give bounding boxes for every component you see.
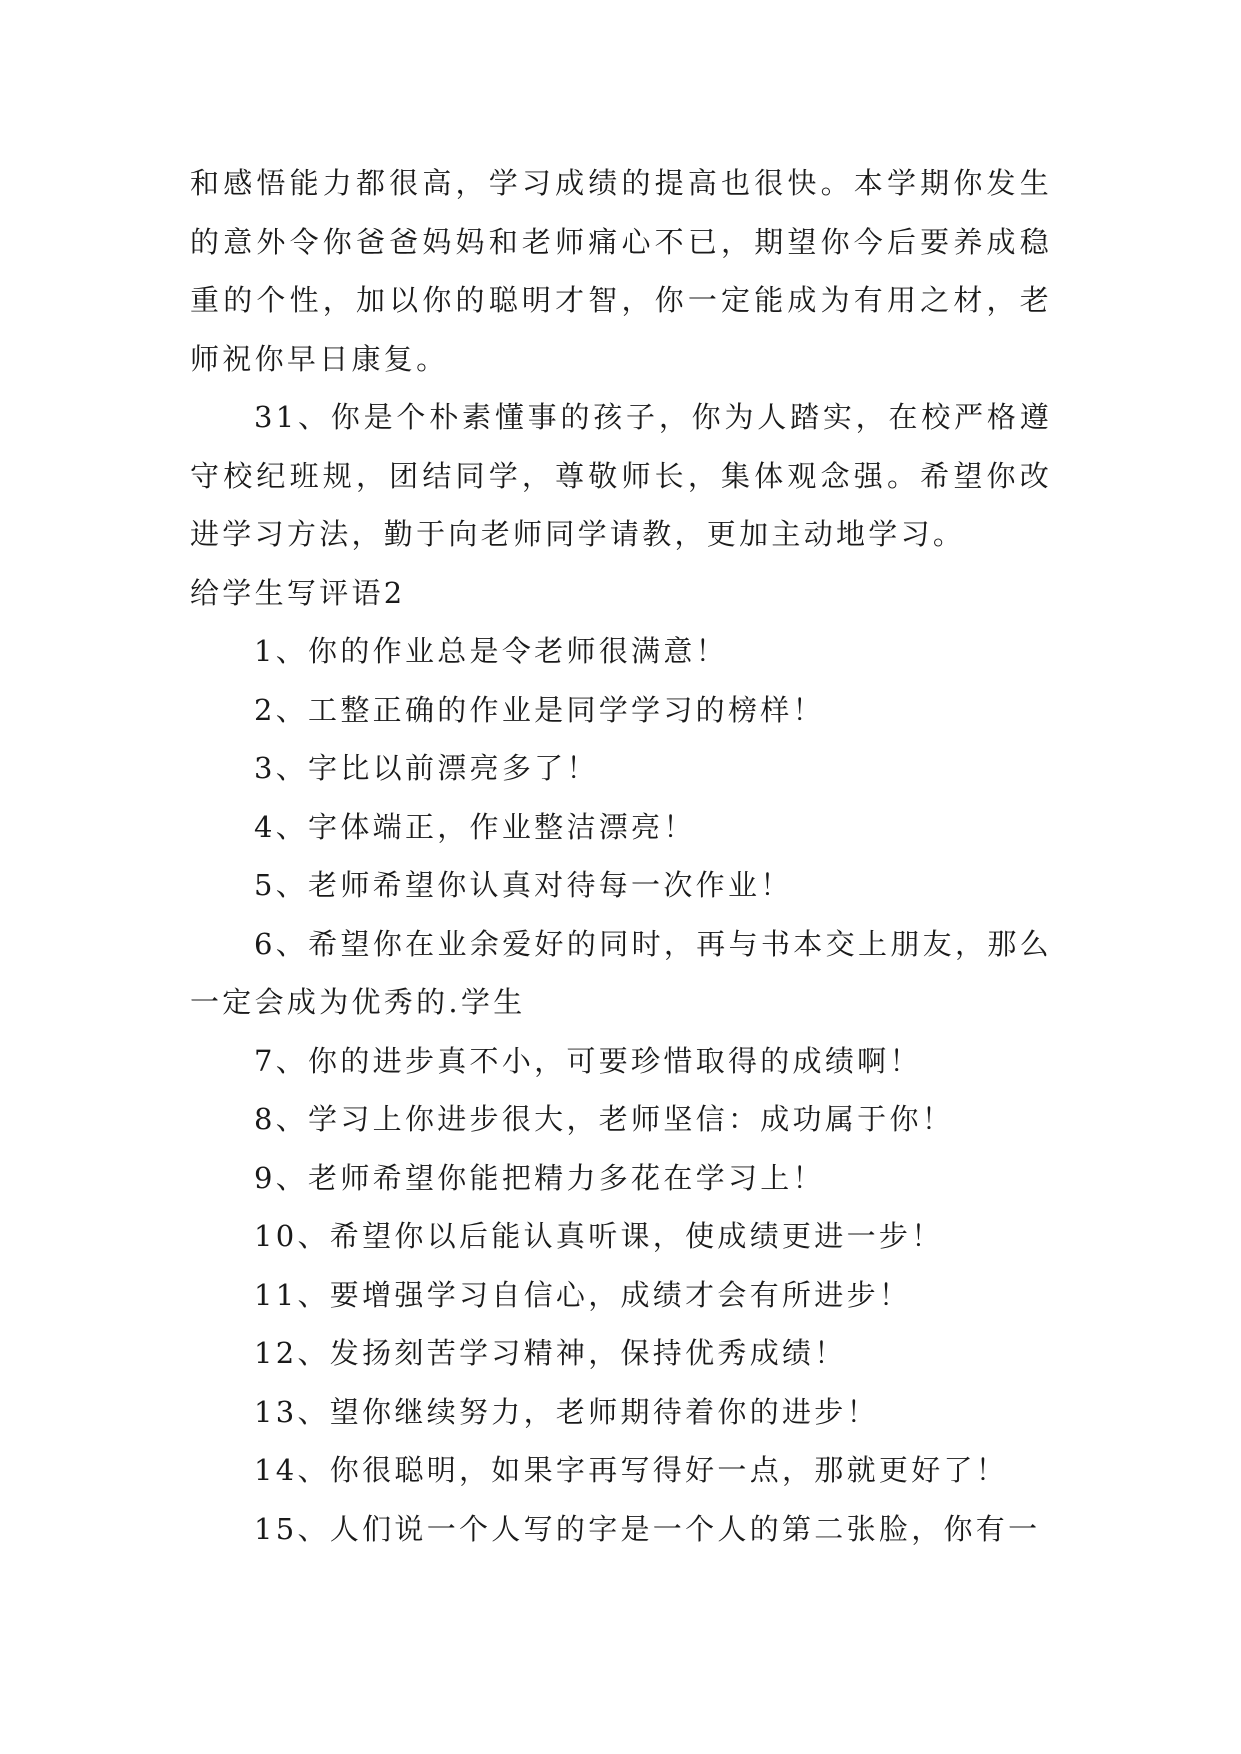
paragraph-item-31: 31、你是个朴素懂事的孩子，你为人踏实，在校严格遵守校纪班规，团结同学，尊敬师长，集体观念强。希望你改进学习方法，勤于向老师同学请教，更加主动地学习。 [190, 400, 1052, 551]
list-item: 6、希望你在业余爱好的同时，再与书本交上朋友，那么一定会成为优秀的.学生 [190, 926, 1052, 1019]
list-item: 13、望你继续努力，老师期待着你的进步！ [254, 1394, 879, 1429]
list-item: 3、字比以前漂亮多了！ [254, 751, 599, 785]
list-item: 15、人们说一个人写的字是一个人的第二张脸，你有一 [254, 1511, 1041, 1546]
list-item: 1、你的作业总是令老师很满意！ [254, 634, 728, 668]
section-heading: 给学生写评语2 [190, 575, 406, 610]
paragraph-continuation: 和感悟能力都很高，学习成绩的提高也很快。本学期你发生的意外令你爸爸妈妈和老师痛心不已，期望你今后要养成稳重的个性，加以你的聪明才智，你一定能成为有用之材，老师祝你早日康复。 [190, 166, 1052, 376]
list-item: 7、你的进步真不小，可要珍惜取得的成绩啊！ [254, 1043, 922, 1078]
list-item: 4、字体端正，作业整洁漂亮！ [254, 809, 696, 844]
document-body [190, 154, 1052, 1558]
list-item: 11、要增强学习自信心，成绩才会有所进步！ [254, 1277, 912, 1312]
list-item: 9、老师希望你能把精力多花在学习上！ [254, 1160, 825, 1195]
list-item: 8、学习上你进步很大，老师坚信：成功属于你！ [254, 1102, 955, 1136]
list-item: 12、发扬刻苦学习精神，保持优秀成绩！ [254, 1336, 847, 1370]
list-item: 2、工整正确的作业是同学学习的榜样！ [254, 692, 825, 727]
list-item: 10、希望你以后能认真听课，使成绩更进一步！ [254, 1219, 944, 1253]
list-item: 14、你很聪明，如果字再写得好一点，那就更好了！ [254, 1453, 1009, 1487]
list-item: 5、老师希望你认真对待每一次作业！ [254, 868, 793, 902]
